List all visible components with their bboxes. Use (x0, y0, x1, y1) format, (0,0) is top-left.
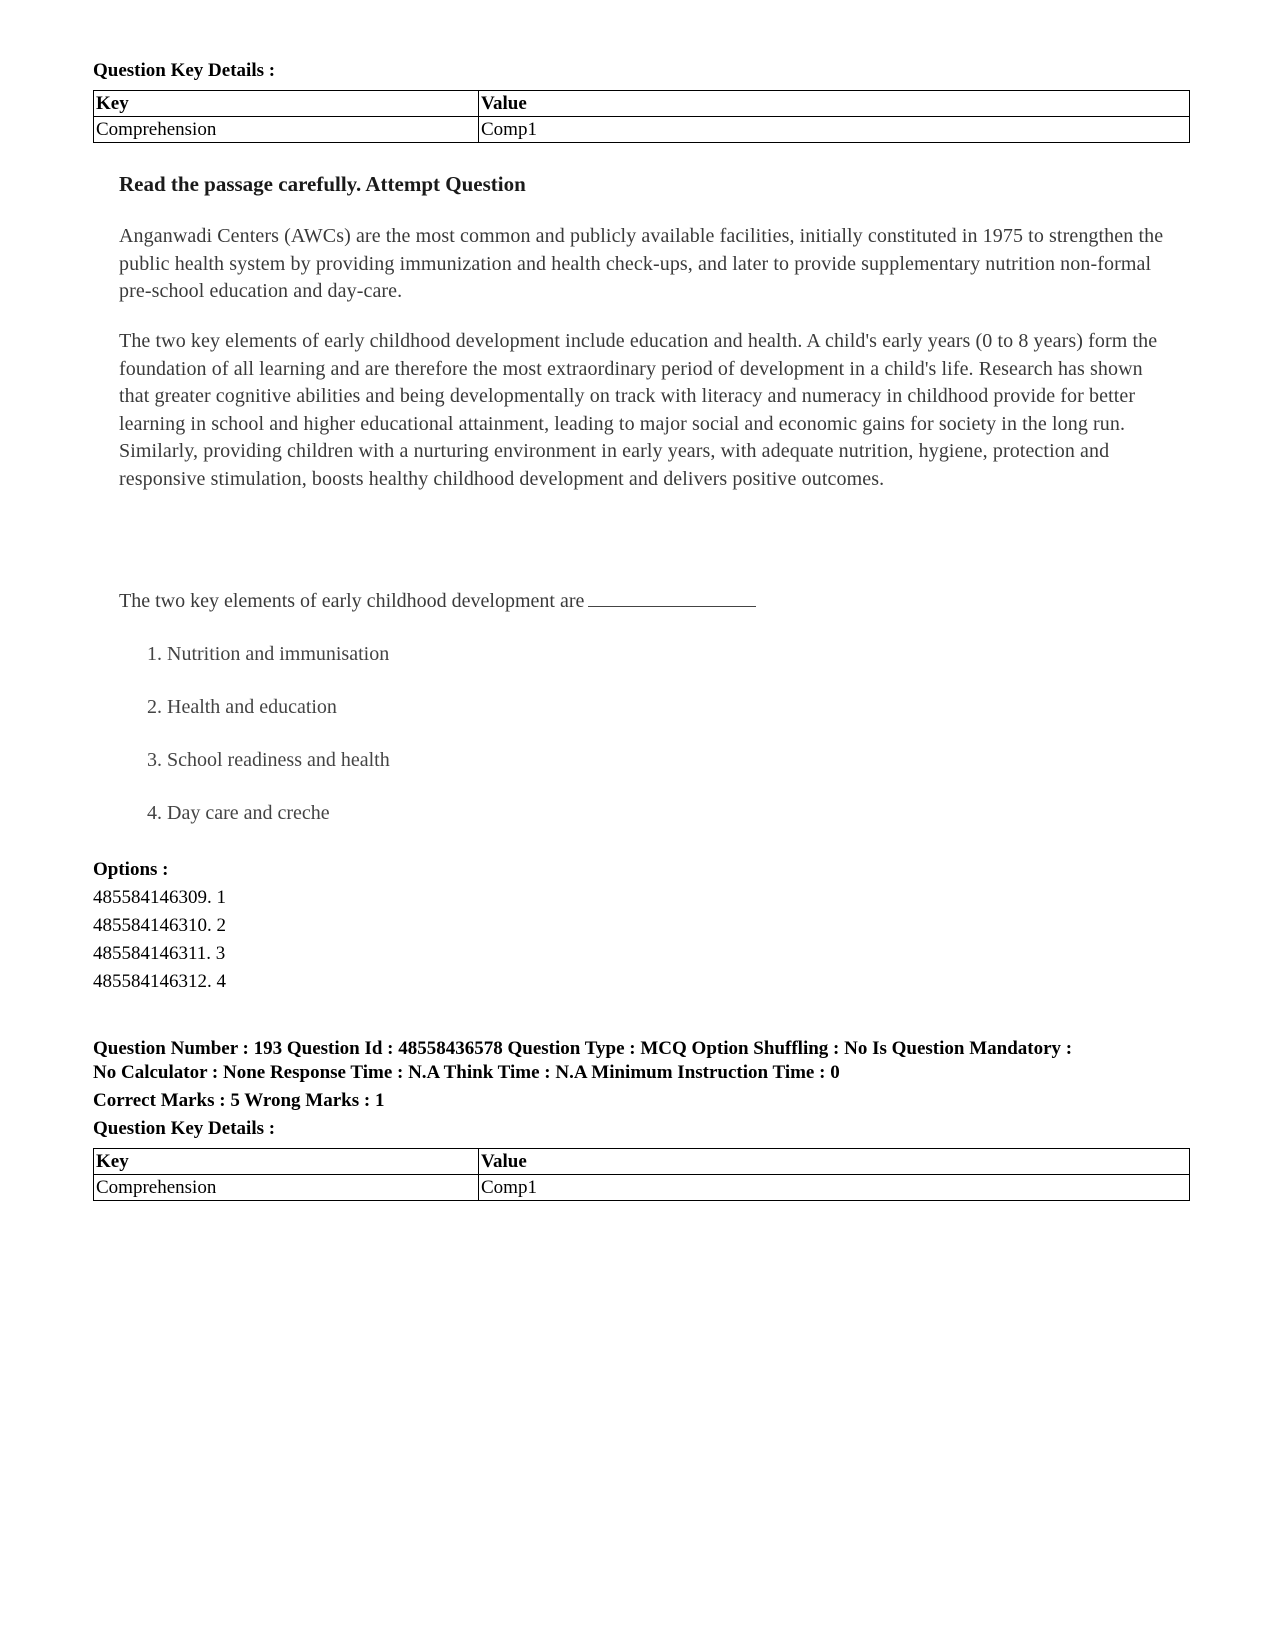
choice-3: 3. School readiness and health (147, 749, 390, 771)
question-meta-line-2: No Calculator : None Response Time : N.A Think Time : N.A Minimum Instruction Time : 0 (93, 1062, 840, 1083)
passage-paragraph-2: The two key elements of early childhood development include education and health. A child's early years (0 to 8 years) form the foundation of all learning and are therefore the most extraordinary period of development in a child's life. Research has shown that greater cognitive abilities and being developmentally on track with literacy and numeracy in childhood provide for better learning in school and higher educational attainment, leading to major social and economic gains for society in the long run. Similarly, providing children with a nurturing environment in early years, with adequate nutrition, hygiene, protection and responsive stimulation, boosts healthy childhood development and delivers positive outcomes. (119, 330, 1158, 490)
option-1: 485584146309. 1 (93, 887, 226, 908)
options-heading: Options : (93, 859, 169, 880)
top-key-table (93, 90, 1190, 143)
marks-line: Correct Marks : 5 Wrong Marks : 1 (93, 1090, 385, 1111)
answer-blank (588, 590, 756, 607)
option-3: 485584146311. 3 (93, 943, 226, 964)
top-key-heading: Question Key Details : (93, 60, 276, 81)
value-cell: Comp1 (479, 117, 1190, 143)
key-cell: Comprehension (94, 117, 479, 143)
next-key-heading: Question Key Details : (93, 1118, 276, 1139)
key-header: Key (94, 91, 479, 117)
value-cell: Comp1 (479, 1175, 1190, 1201)
passage-paragraph-1: Anganwadi Centers (AWCs) are the most common and publicly available facilities, initially constituted in 1975 to strengthen the public health system by providing immunization and health check-ups, and later to provide supplementary nutrition non-formal pre-school education and day-care. (119, 225, 1164, 302)
key-cell: Comprehension (94, 1175, 479, 1201)
key-header: Key (94, 1149, 479, 1175)
value-header: Value (479, 91, 1190, 117)
question-stem (119, 590, 756, 613)
choice-1: 1. Nutrition and immunisation (147, 643, 390, 665)
passage-title: Read the passage carefully. Attempt Question (119, 172, 526, 196)
option-4: 485584146312. 4 (93, 971, 226, 992)
value-header: Value (479, 1149, 1190, 1175)
question-meta-line-1: Question Number : 193 Question Id : 48558436578 Question Type : MCQ Option Shuffling : No Is Question Mandatory : (93, 1038, 1073, 1059)
question-text: The two key elements of early childhood development are (119, 590, 585, 612)
option-2: 485584146310. 2 (93, 915, 226, 936)
choice-4: 4. Day care and creche (147, 802, 330, 824)
next-key-table (93, 1148, 1190, 1201)
choice-2: 2. Health and education (147, 696, 337, 718)
